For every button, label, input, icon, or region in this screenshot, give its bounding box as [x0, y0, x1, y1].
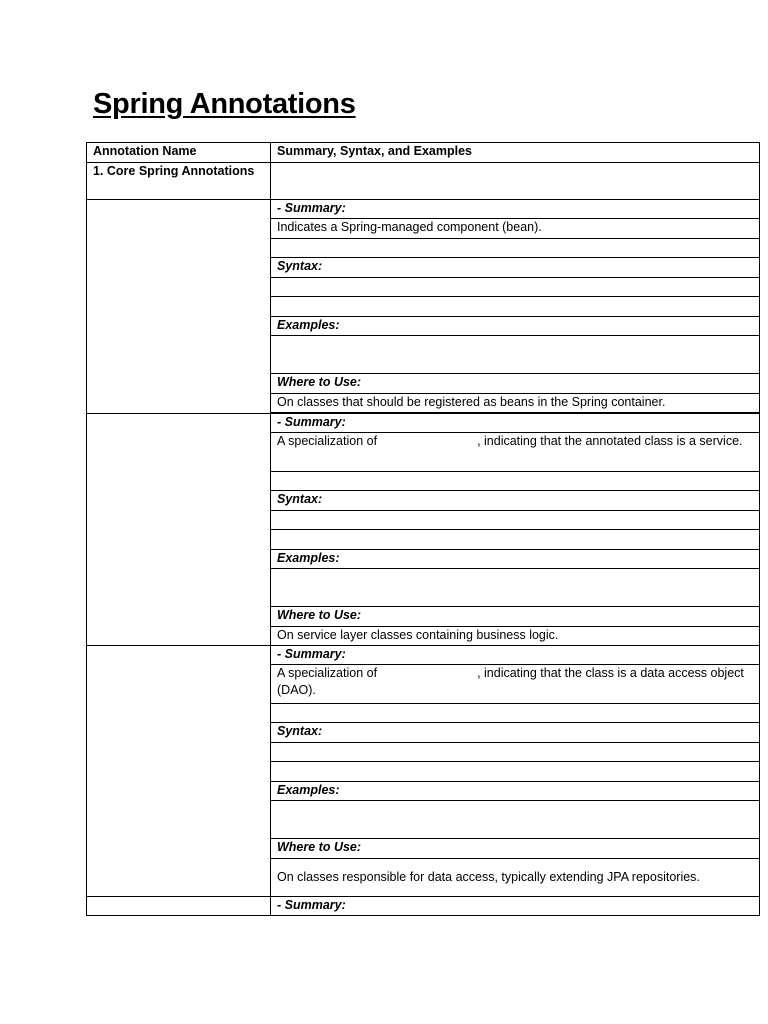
empty-cell: [271, 278, 760, 297]
summary-text-a: A specialization of: [277, 434, 378, 448]
examples-label: Examples:: [271, 317, 760, 336]
summary-label: - Summary:: [271, 414, 760, 433]
table-row: [87, 414, 760, 433]
empty-cell: [271, 801, 760, 839]
annotation-name-cell: [87, 414, 271, 646]
where-to-use-text: On classes that should be registered as beans in the Spring container.: [271, 394, 760, 413]
summary-label: - Summary:: [271, 897, 760, 916]
summary-label: - Summary:: [271, 646, 760, 665]
empty-cell: [271, 762, 760, 782]
header-summary-syntax-examples: Summary, Syntax, and Examples: [271, 143, 760, 163]
examples-label: Examples:: [271, 782, 760, 801]
table-header-row: [87, 143, 760, 163]
annotation-name-cell: [87, 646, 271, 897]
annotations-table: [86, 142, 760, 916]
summary-text: Indicates a Spring-managed component (bean).: [271, 219, 760, 239]
empty-cell: [271, 336, 760, 374]
table-row: [87, 646, 760, 665]
empty-cell: [271, 530, 760, 550]
empty-cell: [271, 743, 760, 762]
syntax-label: Syntax:: [271, 491, 760, 511]
where-to-use-label: Where to Use:: [271, 839, 760, 859]
section-title: 1. Core Spring Annotations: [87, 163, 271, 200]
examples-label: Examples:: [271, 550, 760, 569]
where-to-use-label: Where to Use:: [271, 374, 760, 394]
header-annotation-name: Annotation Name: [87, 143, 271, 163]
summary-label: - Summary:: [271, 200, 760, 219]
empty-cell: [271, 569, 760, 607]
summary-text-a: A specialization of: [277, 666, 378, 680]
where-to-use-text: On classes responsible for data access, typically extending JPA repositories.: [271, 859, 760, 897]
page-title: Spring Annotations: [93, 88, 356, 120]
syntax-label: Syntax:: [271, 258, 760, 278]
annotation-name-cell: [87, 897, 271, 916]
empty-cell: [271, 511, 760, 530]
empty-cell: [271, 472, 760, 491]
empty-cell: [271, 297, 760, 317]
section-empty-cell: [271, 163, 760, 200]
summary-text-b: , indicating that the annotated class is a service.: [477, 434, 743, 448]
where-to-use-text: On service layer classes containing business logic.: [271, 627, 760, 646]
summary-text: [271, 433, 760, 472]
where-to-use-label: Where to Use:: [271, 607, 760, 627]
syntax-label: Syntax:: [271, 723, 760, 743]
summary-text: [271, 665, 760, 704]
section-row: [87, 163, 760, 200]
table-row: [87, 897, 760, 916]
summary-text-b: , indicating that the class is a data access object (DAO).: [277, 666, 744, 697]
empty-cell: [271, 704, 760, 723]
empty-cell: [271, 239, 760, 258]
annotation-name-cell: [87, 200, 271, 414]
table-row: [87, 200, 760, 219]
